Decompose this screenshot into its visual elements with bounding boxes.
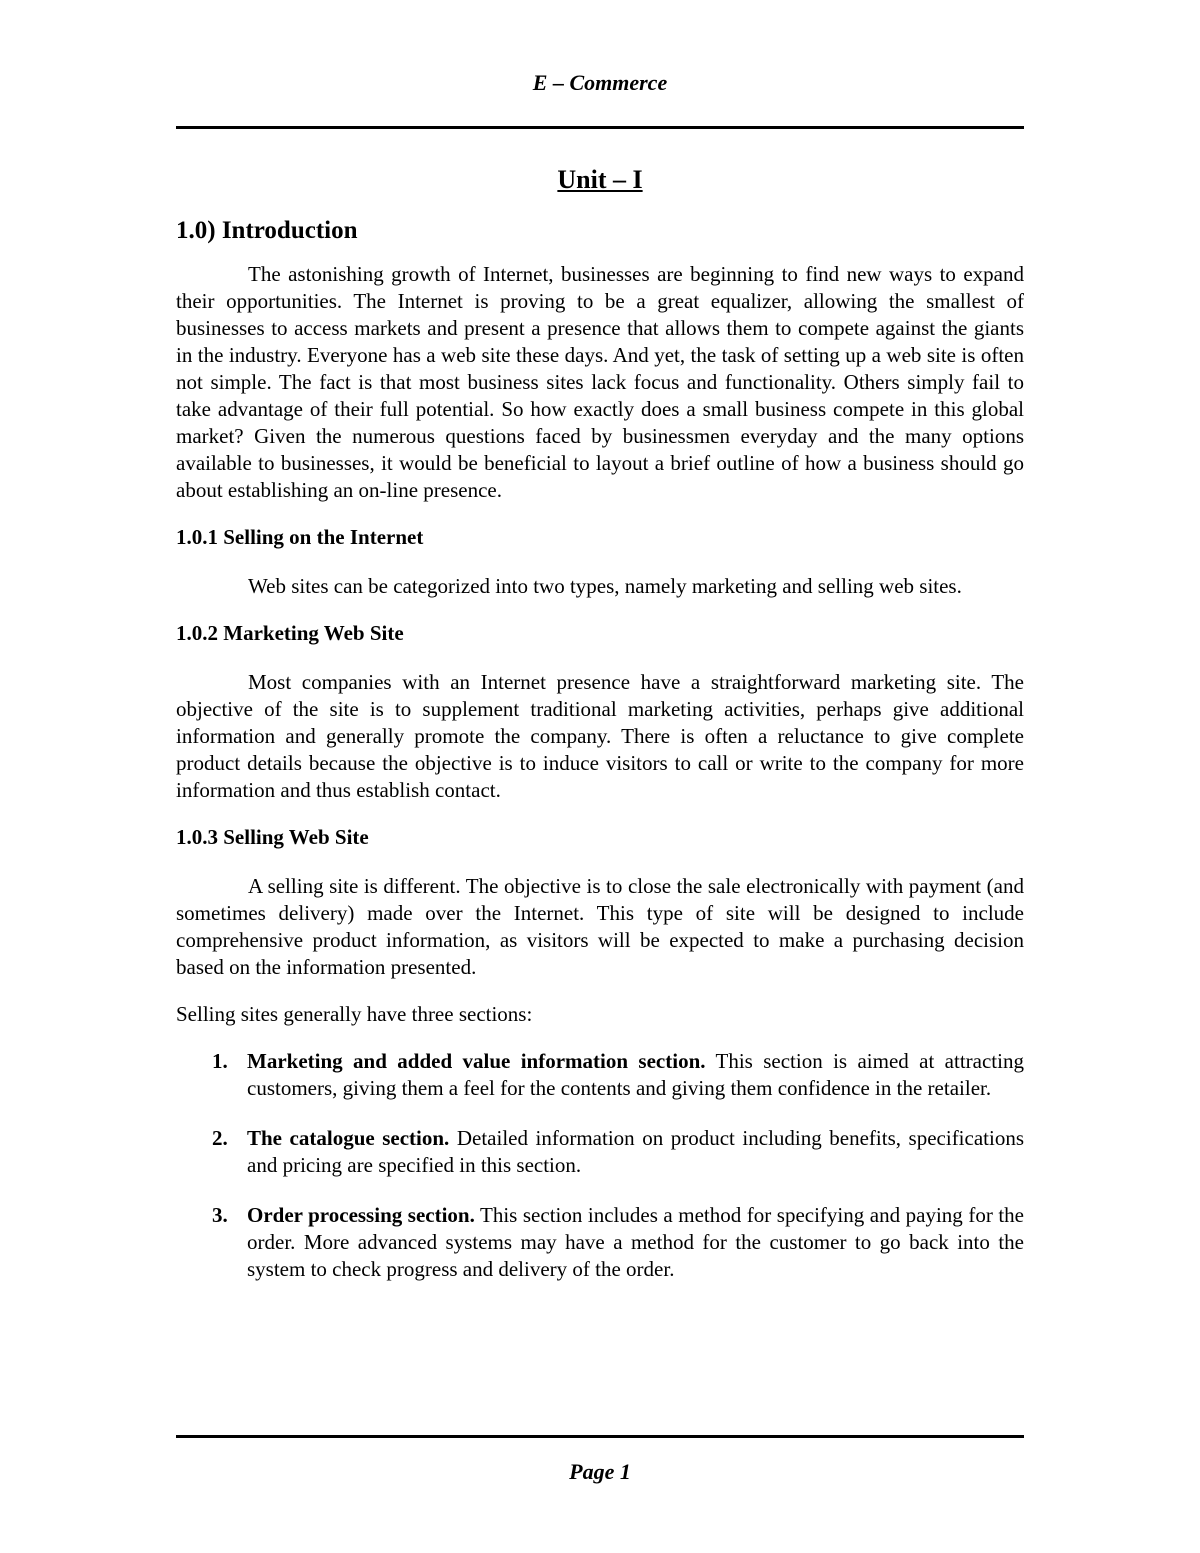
introduction-heading: 1.0) Introduction xyxy=(176,217,358,244)
marketing-web-site-paragraph: Most companies with an Internet presence have a straightforward marketing site. The objective of the site is to supplement traditional marketing activities, perhaps give additional information and generally promote the company. There is often a reluctance to give complete product details because the objective is to induce visitors to call or write to the company for more information and thus establish contact. xyxy=(176,670,1024,802)
list-item-number: 1. xyxy=(212,1049,228,1073)
list-item-text: Detailed information on product including benefits, specifications and pricing are specified in this section. xyxy=(247,1126,1025,1177)
header-rule xyxy=(176,126,1024,129)
marketing-web-site-heading: 1.0.2 Marketing Web Site xyxy=(176,621,404,645)
list-item xyxy=(176,1048,1024,1102)
unit-title: Unit – I xyxy=(557,165,643,194)
introduction-paragraph: The astonishing growth of Internet, businesses are beginning to find new ways to expand their opportunities. The Internet is proving to be a great equalizer, allowing the smallest of businesses to access markets and present a presence that allows them to compete against the giants in the industry. Everyone has a web site these days. And yet, the task of setting up a web site is often not simple. The fact is that most business sites lack focus and functionality. Others simply fail to take advantage of their full potential. So how exactly does a small business compete in this global market? Given the numerous questions faced by businessmen everyday and the many options available to businesses, it would be beneficial to layout a brief outline of how a business should go about establishing an on-line presence. xyxy=(176,262,1024,502)
selling-on-internet-paragraph: Web sites can be categorized into two types, namely marketing and selling web sites. xyxy=(248,574,962,598)
list-item-title: Marketing and added value information section. xyxy=(247,1049,706,1073)
list-item-text: This section is aimed at attracting customers, giving them a feel for the contents and giving them confidence in the retailer. xyxy=(247,1049,1024,1100)
list-item-text: This section includes a method for specifying and paying for the order. More advanced systems may have a method for the customer to go back into the system to check progress and delivery of the order. xyxy=(247,1203,1025,1281)
list-item-title: Order processing section. xyxy=(247,1203,475,1227)
page-number: Page 1 xyxy=(569,1459,631,1484)
list-item-number: 3. xyxy=(212,1203,228,1227)
footer-rule xyxy=(176,1435,1024,1438)
selling-on-internet-heading: 1.0.1 Selling on the Internet xyxy=(176,525,424,549)
selling-sites-intro-line: Selling sites generally have three sections: xyxy=(176,1002,533,1026)
list-item-number: 2. xyxy=(212,1126,228,1150)
list-item-title: The catalogue section. xyxy=(247,1126,450,1150)
page-content xyxy=(176,163,1024,1306)
selling-web-site-paragraph: A selling site is different. The objective is to close the sale electronically with payment (and sometimes delivery) made over the Internet. This type of site will be designed to include comprehensive product information, as visitors will be expected to make a purchasing decision based on the information presented. xyxy=(176,874,1024,979)
list-item xyxy=(176,1202,1024,1283)
list-item xyxy=(176,1125,1024,1179)
running-header: E – Commerce xyxy=(532,70,668,95)
selling-web-site-heading: 1.0.3 Selling Web Site xyxy=(176,825,369,849)
selling-site-sections-list xyxy=(176,1048,1024,1283)
